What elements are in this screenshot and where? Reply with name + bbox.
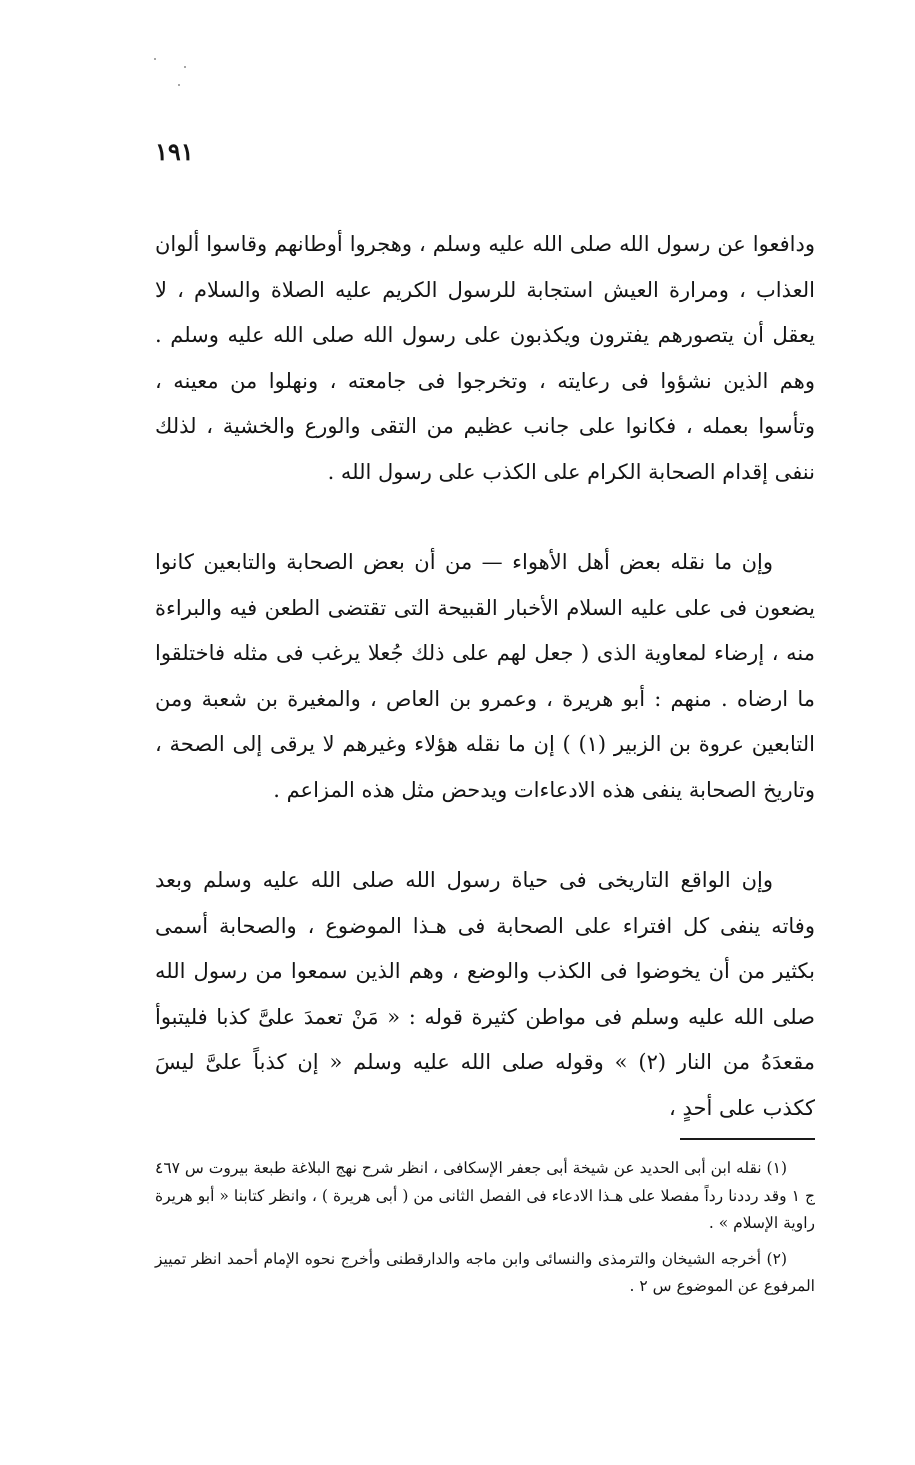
scan-speck: [154, 58, 156, 60]
paragraph: ودافعوا عن رسول الله صلى الله عليه وسلم ، وهجروا أوطانهم وقاسوا ألوان العذاب ، ومرارة العيش استجابة للرسول الكريم عليه الصلاة والسلام ، لا يعقل أن يتصورهم يفترون ويكذبون على رسول الله صلى الله عليه وسلم . وهم الذين نشؤوا فى رعايته ، وتخرجوا فى جامعته ، ونهلوا من معينه ، وتأسوا بعمله ، فكانوا على جانب عظيم من التقى والورع والخشية ، لذلك ننفى إقدام الصحابة الكرام على الكذب على رسول الله .: [155, 232, 815, 484]
paragraph: وإن الواقع التاريخى فى حياة رسول الله صلى الله عليه وسلم وبعد وفاته ينفى كل افتراء على الصحابة فى هـذا الموضوع ، والصحابة أسمى بكثير من أن يخوضوا فى الكذب والوضع ، وهم الذين سمعوا من رسول الله صلى الله عليه وسلم فى مواطن كثيرة قوله : « مَنْ تعمدَ علىَّ كذبا فليتبوأ مقعدَهُ من النار (٢) » وقوله صلى الله عليه وسلم « إن كذباً علىَّ ليسَ ككذب على أحدٍ ،: [155, 868, 815, 1120]
footnotes: [155, 1155, 815, 1301]
footnote-2: (٢) أخرجه الشيخان والترمذى والنسائى وابن ماجه والدارقطنى وأخرج نحوه الإمام أحمد انظر تمييز المرفوع عن الموضوع س ٢ .: [155, 1249, 815, 1295]
page-number: ١٩١: [155, 137, 194, 166]
footnote-1: (١) نقله ابن أبى الحديد عن شيخة أبى جعفر الإسكافى ، انظر شرح نهج البلاغة طبعة بيروت س ٤٦٧ ج ١ وقد رددنا رداً مفصلا على هـذا الادعاء فى الفصل الثانى من ( أبى هريرة ) ، وانظر كتابنا « أبو هريرة راوية الإسلام » .: [155, 1159, 815, 1232]
paragraph: وإن ما نقله بعض أهل الأهواء — من أن بعض الصحابة والتابعين كانوا يضعون فى على عليه السلام الأخبار القبيحة التى تقتضى الطعن فيه والبراءة منه ، إرضاء لمعاوية الذى ( جعل لهم على ذلك جُعلا يرغب فى مثله فاختلقوا ما ارضاه . منهم : أبو هريرة ، وعمرو بن العاص ، والمغيرة بن شعبة ومن التابعين عروة بن الزبير (١) ) إن ما نقله هؤلاء وغيرهم لا يرقى إلى الصحة ، وتاريخ الصحابة ينفى هذه الادعاءات ويدحض مثل هذه المزاعم .: [155, 550, 815, 802]
main-text: [155, 222, 815, 1131]
scan-speck: [184, 66, 186, 68]
scan-speck: [178, 84, 180, 86]
footnote-divider: [680, 1138, 815, 1140]
